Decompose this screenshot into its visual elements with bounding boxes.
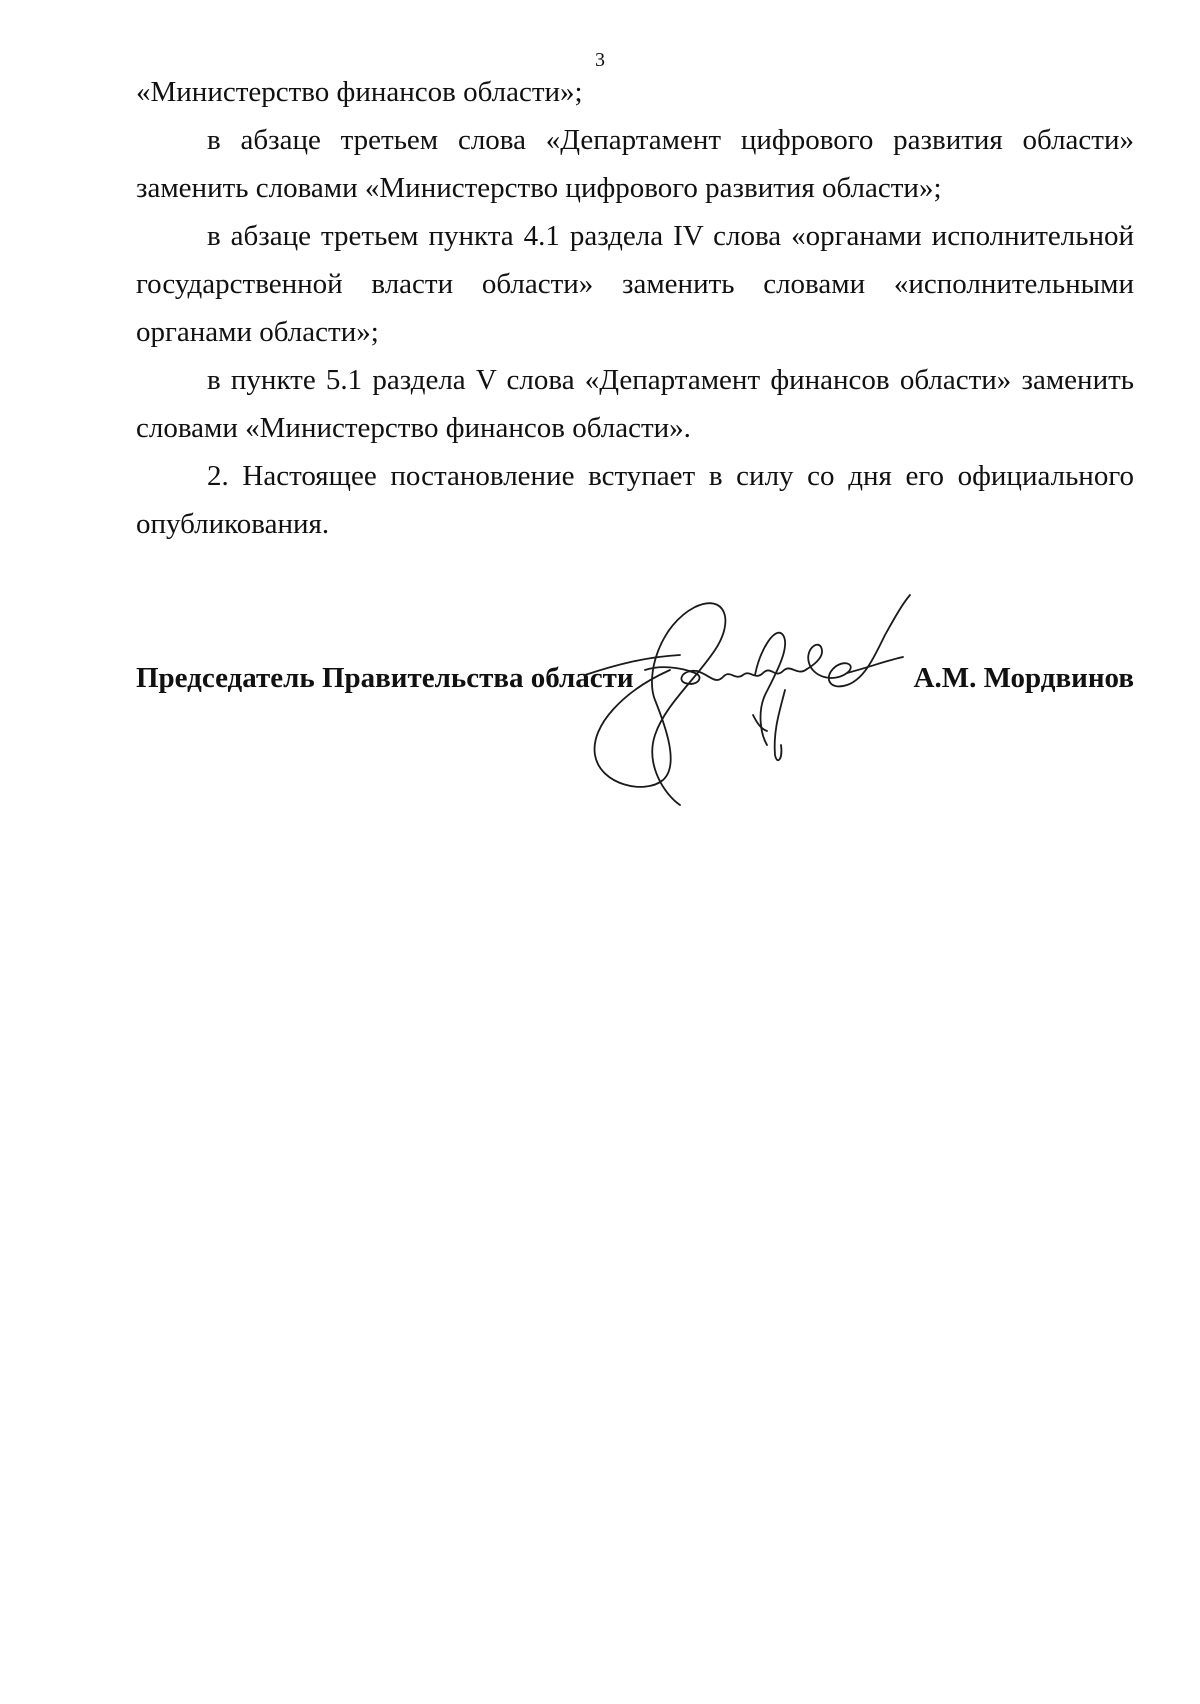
- paragraph-effective-date: 2. Настоящее постановление вступает в силу со дня его официального опубликования.: [136, 460, 1134, 540]
- signer-title: Председатель Правительства области: [136, 662, 634, 694]
- paragraph-amendment-section-iv: в абзаце третьем пункта 4.1 раздела IV слова «органами исполнительной государственной власти области» заменить словами «исполнительными органами области»;: [136, 220, 1134, 348]
- document-body: [136, 68, 1134, 548]
- paragraph-continuation: «Министерство финансов области»;: [136, 76, 583, 108]
- paragraph-amendment-section-v: в пункте 5.1 раздела V слова «Департамент финансов области» заменить словами «Министерство финансов области».: [136, 364, 1134, 444]
- handwritten-signature: [585, 595, 935, 810]
- signer-name: А.М. Мордвинов: [913, 662, 1134, 694]
- paragraph-amendment-digital: в абзаце третьем слова «Департамент цифрового развития области» заменить словами «Министерство цифрового развития области»;: [136, 124, 1134, 204]
- page-number: 3: [595, 49, 605, 71]
